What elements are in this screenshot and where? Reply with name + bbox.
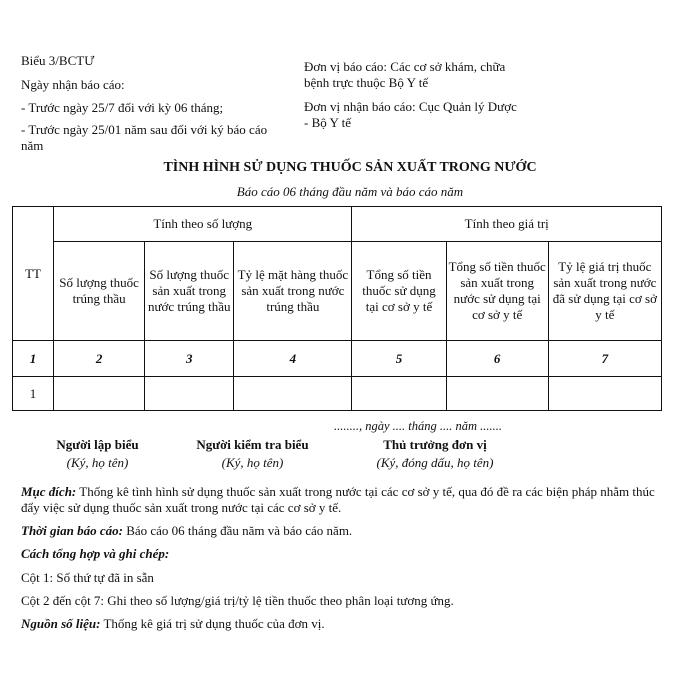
preparer-title: Người lập biểu [56,437,139,452]
group-header-quantity: Tính theo số lượng [54,207,352,242]
column-header: Tổng số tiền thuốc sản xuất trong nước sử dụng tại cơ sở y tế [446,242,548,341]
source-text: Thống kê giá trị sử dụng thuốc của đơn vị. [100,616,325,631]
purpose-label: Mục đích: [21,484,77,499]
table-cell [145,377,234,411]
column-header: Số lượng thuốc sản xuất trong nước trúng thầu [145,242,234,341]
column-header: Tỷ lệ giá trị thuốc sản xuất trong nước đã sử dụng tại cơ sở y tế [548,242,661,341]
table-cell [548,377,661,411]
col1-text: Cột 1: Số thứ tự đã in sẵn [21,570,154,585]
table-cell [234,377,352,411]
table-cell [446,377,548,411]
table-cell: 1 [13,377,54,411]
column-header: Tổng số tiền thuốc sử dụng tại cơ sở y tế [352,242,446,341]
receive-date-label: Ngày nhận báo cáo: [21,77,125,92]
report-title: TÌNH HÌNH SỬ DỤNG THUỐC SẢN XUẤT TRONG NƯỚC [163,160,537,175]
column-number-row [13,341,662,377]
date-line: ........, ngày .... tháng .... năm ....... [334,419,503,433]
column-number: 4 [234,341,352,377]
report-table [12,206,662,411]
purpose-paragraph [21,484,661,516]
preparer-note: (Ký, họ tên) [66,455,129,470]
table-cell [352,377,446,411]
table-row [13,377,662,411]
checker-note: (Ký, họ tên) [221,455,284,470]
form-code: Biểu 3/BCTƯ [21,53,95,68]
tt-header: TT [13,207,54,341]
group-header-value: Tính theo giá trị [352,207,662,242]
deadline-6-months: - Trước ngày 25/7 đối với kỳ 06 tháng; [21,100,224,115]
column-number: 6 [446,341,548,377]
head-title: Thủ trưởng đơn vị [383,437,487,452]
column-header: Tỷ lệ mặt hàng thuốc sản xuất trong nước trúng thầu [234,242,352,341]
column-header: Số lượng thuốc trúng thầu [54,242,145,341]
receiving-unit-line1: Đơn vị nhận báo cáo: Cục Quản lý Dược [304,99,517,114]
reporting-unit-line1: Đơn vị báo cáo: Các cơ sở khám, chữa [304,59,506,74]
column-number: 1 [13,341,54,377]
column-number: 3 [145,341,234,377]
method-label: Cách tổng hợp và ghi chép: [21,546,170,561]
deadline-year-line2: năm [21,138,44,153]
column-number: 5 [352,341,446,377]
head-signature [355,436,515,472]
checker-signature [180,436,325,472]
head-note: (Ký, đóng dấu, họ tên) [376,455,494,470]
col2-7-text: Cột 2 đến cột 7: Ghi theo số lượng/giá trị/tỷ lệ tiền thuốc theo phân loại tương ứng. [21,593,454,608]
column-number: 7 [548,341,661,377]
time-paragraph [21,523,661,539]
time-label: Thời gian báo cáo: [21,523,123,538]
purpose-text: Thống kê tình hình sử dụng thuốc sản xuất trong nước tại các cơ sở y tế, qua đó đề ra các biện pháp nhằm thúc đẩy việc sử dụng thuốc sản xuất trong nước tại các cơ sở y tế. [21,484,655,515]
deadline-year-line1: - Trước ngày 25/01 năm sau đối với ký báo cáo [21,122,268,137]
column-number: 2 [54,341,145,377]
report-subtitle: Báo cáo 06 tháng đầu năm và báo cáo năm [236,184,464,199]
table-cell [54,377,145,411]
preparer-signature [35,436,160,472]
reporting-unit-line2: bệnh trực thuộc Bộ Y tế [304,75,429,90]
checker-title: Người kiểm tra biểu [196,437,309,452]
source-paragraph [21,616,661,632]
receiving-unit-line2: - Bộ Y tế [304,115,352,130]
time-text: Báo cáo 06 tháng đầu năm và báo cáo năm. [122,523,353,538]
source-label: Nguồn số liệu: [21,616,101,631]
